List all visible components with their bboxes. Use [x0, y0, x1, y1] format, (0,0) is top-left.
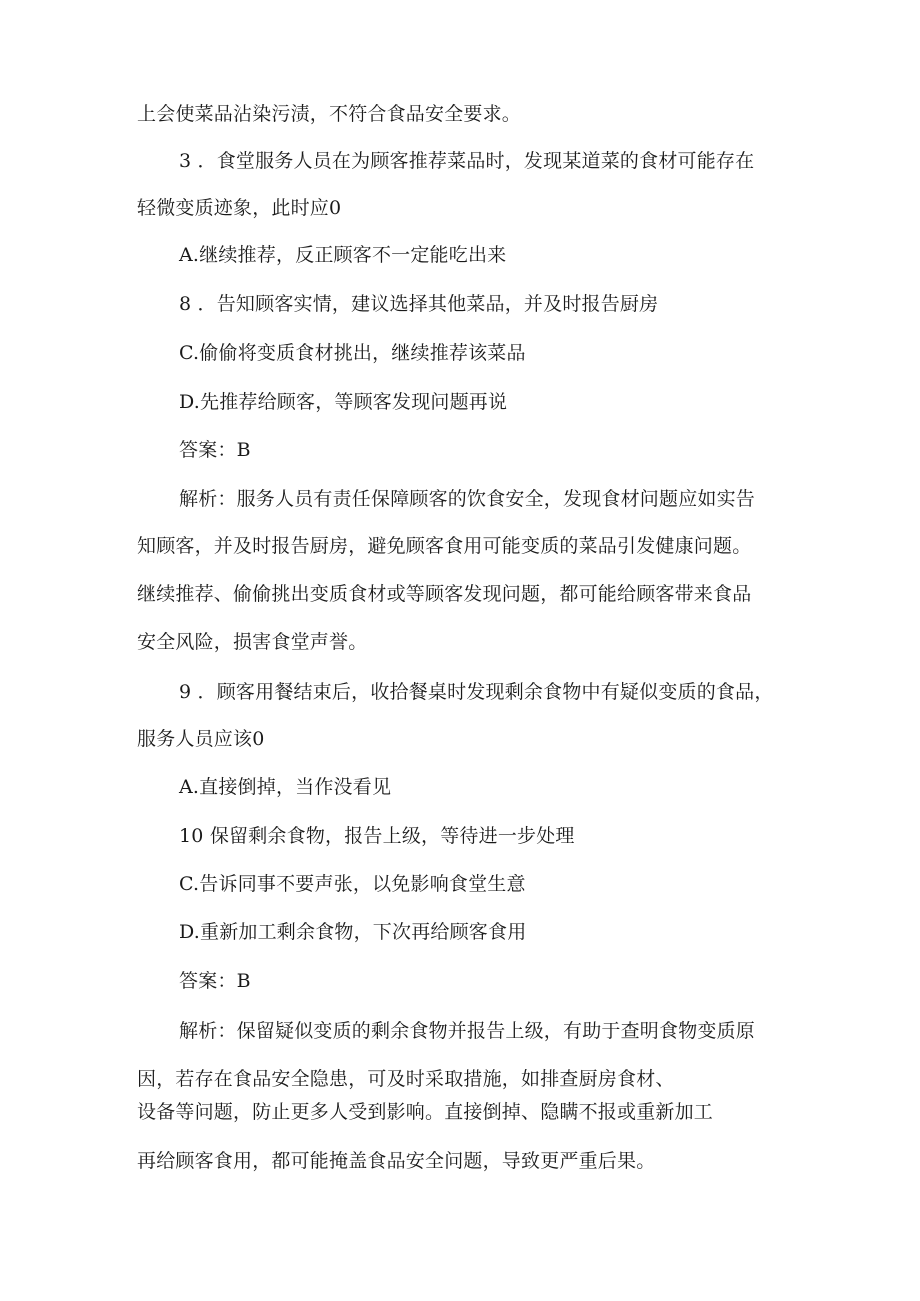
question-9-explanation: 解析：保留疑似变质的剩余食物并报告上级，有助于查明食物变质原 [179, 1020, 756, 1042]
question-3-option-d: D.先推荐给顾客，等顾客发现问题再说 [179, 391, 508, 413]
question-9-option-b: 10 保留剩余食物，报告上级，等待进一步处理 [179, 825, 575, 847]
question-9-option-c: C.告诉同事不要声张，以免影响食堂生意 [179, 873, 526, 895]
question-3-option-b: 8 ．告知顾客实情，建议选择其他菜品，并及时报告厨房 [179, 293, 659, 315]
question-9-stem: 9 ．顾客用餐结束后，收拾餐桌时发现剩余食物中有疑似变质的食品， [179, 681, 774, 703]
question-3-explanation-cont: 安全风险，损害食堂声誉。 [137, 631, 368, 653]
question-3-answer: 答案：B [179, 439, 251, 461]
question-3-stem-cont: 轻微变质迹象，此时应0 [137, 197, 342, 219]
question-3-option-c: C.偷偷将变质食材挑出，继续推荐该菜品 [179, 342, 526, 364]
question-9-stem-cont: 服务人员应该0 [137, 728, 265, 750]
question-9-explanation-cont: 设备等问题，防止更多人受到影响。直接倒掉、隐瞒不报或重新加工 [137, 1101, 714, 1123]
question-3-stem: 3 ．食堂服务人员在为顾客推荐菜品时，发现某道菜的食材可能存在 [179, 150, 755, 172]
question-9-option-a: A.直接倒掉，当作没看见 [179, 776, 392, 798]
question-3-explanation-cont: 继续推荐、偷偷挑出变质食材或等顾客发现问题，都可能给顾客带来食品 [137, 583, 752, 605]
question-3-explanation: 解析：服务人员有责任保障顾客的饮食安全，发现食材问题应如实告 [179, 488, 756, 510]
question-9-answer: 答案：B [179, 970, 251, 992]
question-9-explanation-cont: 再给顾客食用，都可能掩盖食品安全问题，导致更严重后果。 [137, 1150, 656, 1172]
text-line-continuation: 上会使菜品沾染污渍，不符合食品安全要求。 [137, 103, 522, 125]
question-9-explanation-cont: 因，若存在食品安全隐患，可及时采取措施，如排查厨房食材、 [137, 1068, 675, 1090]
question-3-explanation-cont: 知顾客，并及时报告厨房，避免顾客食用可能变质的菜品引发健康问题。 [137, 535, 752, 557]
question-9-option-d: D.重新加工剩余食物，下次再给顾客食用 [179, 921, 527, 943]
question-3-option-a: A.继续推荐，反正顾客不一定能吃出来 [179, 244, 507, 266]
